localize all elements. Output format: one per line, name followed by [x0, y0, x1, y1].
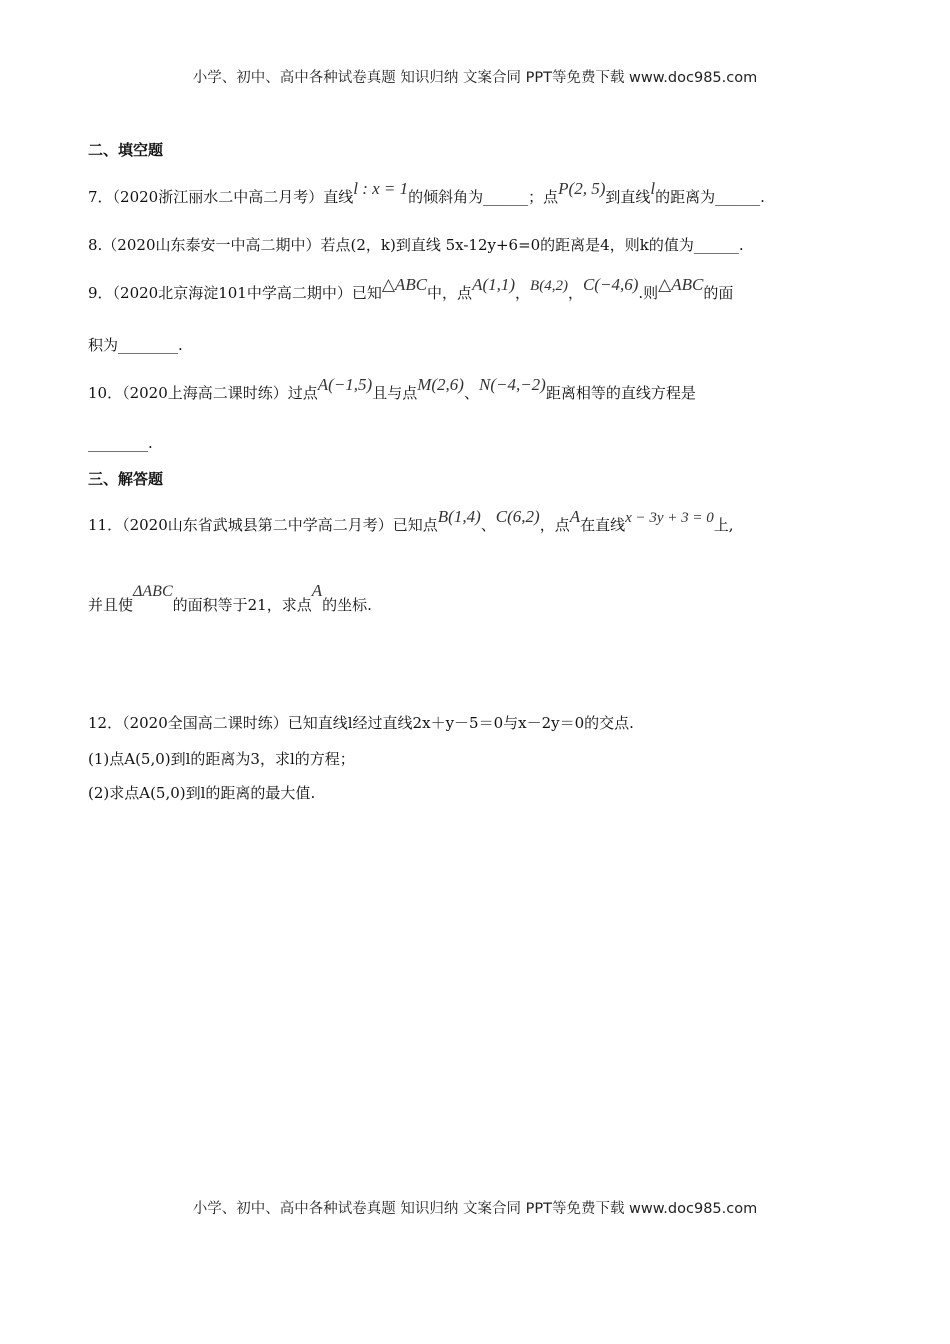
q9-math-point-c: C(−4,6) — [582, 275, 639, 294]
question-11-continued — [88, 581, 372, 615]
q10-text-2: 距离相等的直线方程是 — [545, 384, 696, 402]
q11-cont-2: 的面积等于21，求点 — [172, 596, 312, 614]
q9-separator-2: ， — [567, 284, 583, 302]
q10-number: 10． — [88, 384, 123, 402]
question-12-line-2: (1)点A(5,0)到l的距离为3，求l的方程； — [88, 750, 355, 768]
q11-text-3: 上, — [713, 516, 734, 534]
q9-separator-1: ， — [515, 284, 531, 302]
q11-math-triangle: ΔABC — [133, 583, 173, 600]
q10-math-point-m: M(2,6) — [417, 375, 464, 394]
q7-number: 7． — [88, 188, 113, 206]
q11-text-1: ，点 — [539, 516, 570, 534]
q11-cont-1: 并且使 — [88, 596, 134, 614]
q7-math-line: l : x = 1 — [353, 179, 409, 198]
q7-text-1: 的倾斜角为______；点 — [408, 188, 559, 206]
question-9-continued: 积为________. — [88, 336, 183, 354]
question-9 — [88, 275, 734, 303]
q7-text-2: 到直线 — [605, 188, 651, 206]
q9-text-3: 的面 — [703, 284, 734, 302]
q9-source: （2020北京海淀101中学高二期中）已知 — [112, 284, 382, 302]
question-12-line-1: 12．（2020全国高二课时练）已知直线l经过直线2x＋y－5＝0与x－2y＝0的交点. — [88, 714, 634, 732]
q7-text-3: 的距离为______. — [655, 188, 765, 206]
q9-text-1: 中，点 — [427, 284, 473, 302]
q10-math-point-n: N(−4,−2) — [478, 375, 546, 394]
q11-text-2: 在直线 — [580, 516, 626, 534]
q10-separator: 、 — [463, 384, 479, 402]
q9-math-triangle-2: △ABC — [658, 275, 704, 294]
question-7 — [88, 179, 765, 207]
q11-number: 11． — [88, 516, 123, 534]
q11-source: （2020山东省武城县第二中学高二月考）已知点 — [122, 516, 438, 534]
q7-source: （2020浙江丽水二中高二月考）直线 — [112, 188, 354, 206]
q11-math-line: x − 3y + 3 = 0 — [625, 510, 714, 526]
section-heading-answer: 三、解答题 — [88, 470, 164, 488]
q9-math-triangle: △ABC — [381, 275, 428, 294]
question-10-continued: ________. — [88, 434, 153, 452]
q11-separator: 、 — [480, 516, 496, 534]
q11-math-a-2: A — [311, 581, 323, 600]
q11-math-a: A — [569, 507, 581, 526]
q11-math-point-c: C(6,2) — [495, 507, 540, 526]
q9-number: 9． — [88, 284, 113, 302]
q10-source: （2020上海高二课时练）过点 — [122, 384, 318, 402]
q11-math-point-b: B(1,4) — [437, 507, 481, 526]
page-footer: 小学、初中、高中各种试卷真题 知识归纳 文案合同 PPT等免费下载 www.doc985.com — [192, 1201, 758, 1217]
q9-math-point-b: B(4,2) — [530, 278, 568, 294]
q11-cont-3: 的坐标. — [322, 596, 372, 614]
question-10 — [88, 375, 696, 403]
page-header: 小学、初中、高中各种试卷真题 知识归纳 文案合同 PPT等免费下载 www.doc985.com — [192, 70, 758, 86]
q10-text-1: 且与点 — [372, 384, 418, 402]
q9-text-2: .则 — [638, 284, 659, 302]
q9-math-point-a: A(1,1) — [472, 275, 516, 294]
question-12-line-3: (2)求点A(5,0)到l的距离的最大值. — [88, 784, 316, 802]
question-11 — [88, 507, 734, 535]
q7-math-l: l — [650, 179, 656, 198]
question-8: 8.（2020山东泰安一中高二期中）若点(2，k)到直线 5x-12y+6=0的距离是4，则k的值为______. — [88, 236, 744, 254]
q10-math-point-a: A(−1,5) — [317, 375, 373, 394]
section-heading-fill-in: 二、填空题 — [88, 141, 164, 159]
q7-math-point: P(2, 5) — [558, 179, 606, 198]
